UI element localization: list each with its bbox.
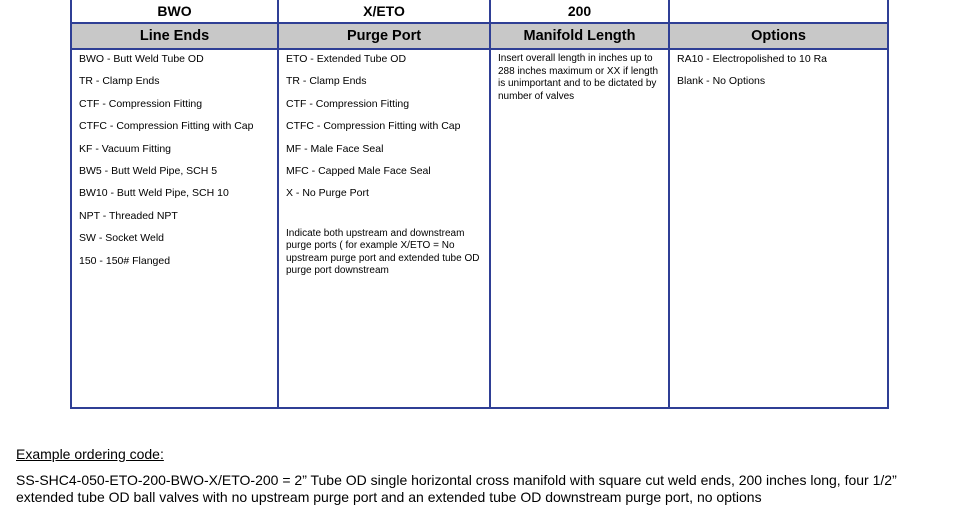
list-item: MFC - Capped Male Face Seal [286,164,431,177]
column-header: Options [670,24,887,50]
manifold-length-text: Insert overall length in inches up to 288 inches maximum or XX if length is unimportant and to be dictated by number of valves [498,53,659,102]
column-code: X/ETO [279,0,489,24]
ordering-table [70,0,889,409]
list-item: SW - Socket Weld [79,232,164,245]
list-item: X - No Purge Port [286,187,369,200]
column-body [670,50,887,407]
column-body [491,50,668,407]
column-header: Manifold Length [491,24,668,50]
column-code [670,0,887,24]
list-item: NPT - Threaded NPT [79,209,178,222]
list-item: Blank - No Options [677,75,766,88]
list-item: CTF - Compression Fitting [79,97,203,110]
list-item: CTFC - Compression Fitting with Cap [286,120,461,133]
list-item: KF - Vacuum Fitting [79,142,171,155]
list-item: ETO - Extended Tube OD [286,53,407,65]
list-item: TR - Clamp Ends [79,75,160,88]
example-label: Example ordering code: [16,446,164,462]
column-code: BWO [72,0,277,24]
column-options [668,0,887,407]
column-manifold-length [489,0,668,407]
column-header: Purge Port [279,24,489,50]
column-code: 200 [491,0,668,24]
list-item: BW5 - Butt Weld Pipe, SCH 5 [79,164,218,177]
column-purge-port [277,0,489,407]
list-item: TR - Clamp Ends [286,75,367,88]
list-item: BWO - Butt Weld Tube OD [79,53,204,65]
list-item: 150 - 150# Flanged [79,254,171,267]
purge-port-note: Indicate both upstream and downstream purge ports ( for example X/ETO = No upstream purge port and extended tube OD purge port downstream [286,227,480,277]
list-item: CTFC - Compression Fitting with Cap [79,120,254,133]
list-item: CTF - Compression Fitting [286,97,410,110]
column-line-ends [72,0,277,407]
list-item: BW10 - Butt Weld Pipe, SCH 10 [79,187,229,200]
column-header: Line Ends [72,24,277,50]
list-item: MF - Male Face Seal [286,142,384,155]
list-item: RA10 - Electropolished to 10 Ra [677,53,827,65]
example-text: SS-SHC4-050-ETO-200-BWO-X/ETO-200 = 2” Tube OD single horizontal cross manifold with square cut weld ends, 200 inches long, four 1/2” extended tube OD ball valves with no upstream purge port and an extended tube OD downstream purge port, no options [16,472,897,505]
column-body [72,50,277,407]
column-body [279,50,489,407]
